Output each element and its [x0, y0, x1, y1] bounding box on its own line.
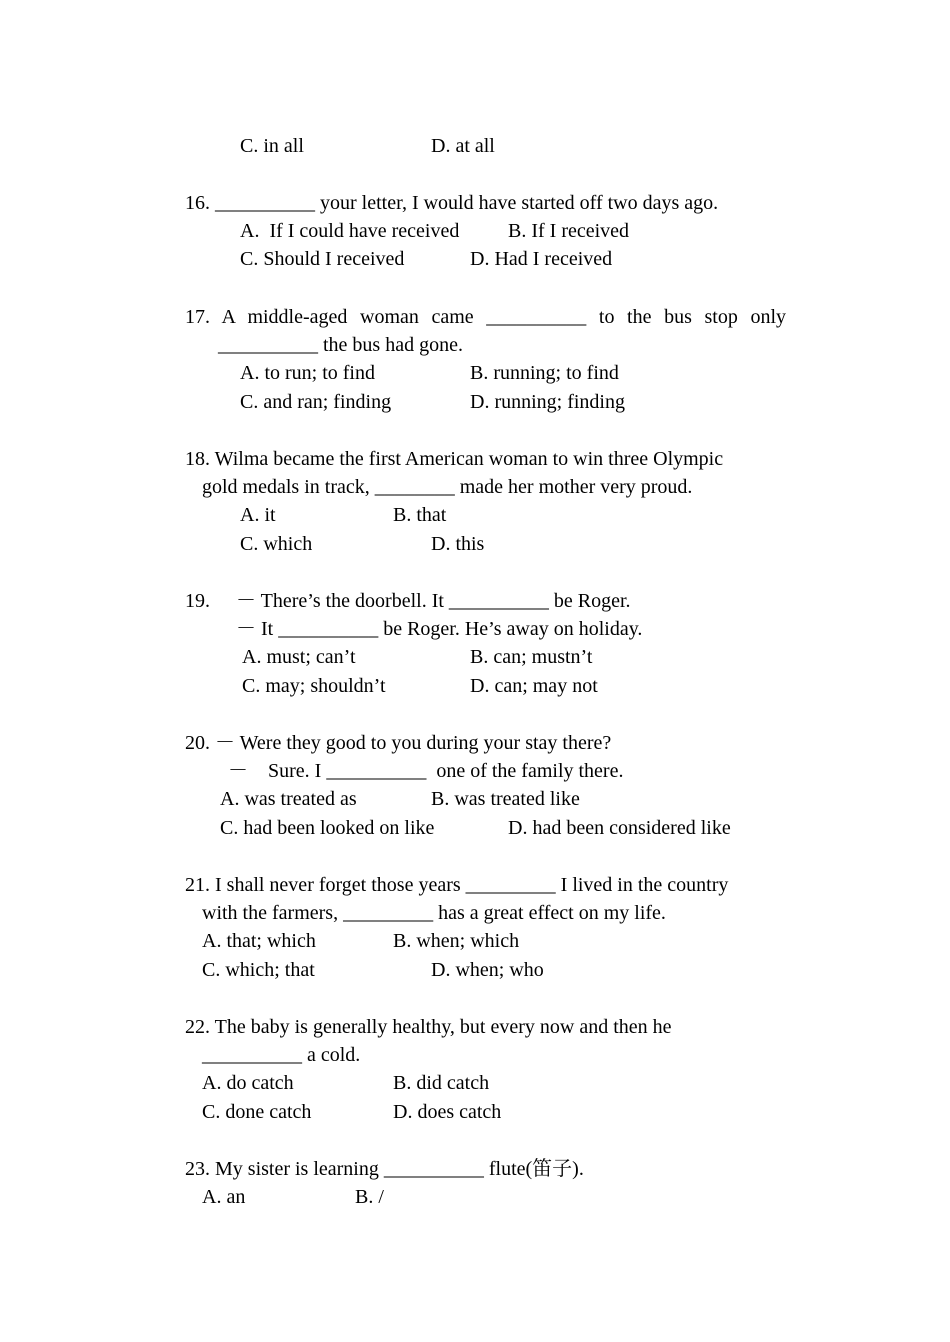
q16-option-c: C. Should I received	[240, 248, 405, 270]
q20-option-b: B. was treated like	[431, 788, 580, 810]
q17-option-c: C. and ran; finding	[240, 391, 392, 413]
q16-option-d: D. Had I received	[470, 248, 613, 270]
q21-option-d: D. when; who	[431, 959, 544, 981]
q20-dialogue-line1: 20. － Were they good to you during your stay there?	[185, 732, 612, 754]
q18-stem-line2: gold medals in track, ________ made her mother very proud.	[202, 476, 693, 498]
q18-option-c: C. which	[240, 533, 313, 555]
q20-dash: －	[228, 760, 248, 782]
q17-option-d: D. running; finding	[470, 391, 625, 413]
q17-stem-line1: 17. A middle-aged woman came __________ to the bus stop only	[185, 306, 786, 328]
q23-option-a: A. an	[202, 1186, 246, 1208]
q22-option-a: A. do catch	[202, 1072, 294, 1094]
q19-option-c: C. may; shouldn’t	[242, 675, 386, 697]
q22-option-c: C. done catch	[202, 1101, 312, 1123]
q17-stem-line2: __________ the bus had gone.	[218, 334, 463, 356]
q18-stem-line1: 18. Wilma became the first American woman to win three Olympic	[185, 448, 724, 470]
q21-option-b: B. when; which	[393, 930, 520, 952]
q17-option-b: B. running; to find	[470, 362, 619, 384]
q19-dialogue-line1: － There’s the doorbell. It __________ be Roger.	[236, 590, 631, 612]
q22-option-d: D. does catch	[393, 1101, 502, 1123]
q19-option-b: B. can; mustn’t	[470, 646, 593, 668]
q19-dialogue-line2: － It __________ be Roger. He’s away on holiday.	[236, 618, 643, 640]
q22-stem-line2: __________ a cold.	[202, 1044, 361, 1066]
q19-option-a: A. must; can’t	[242, 646, 356, 668]
q15-option-d: D. at all	[431, 135, 495, 157]
q17-option-a: A. to run; to find	[240, 362, 375, 384]
q22-option-b: B. did catch	[393, 1072, 490, 1094]
q21-stem-line1: 21. I shall never forget those years _________ I lived in the country	[185, 874, 729, 896]
q20-option-a: A. was treated as	[220, 788, 357, 810]
q19-option-d: D. can; may not	[470, 675, 598, 697]
q22-stem-line1: 22. The baby is generally healthy, but every now and then he	[185, 1016, 672, 1038]
q21-option-a: A. that; which	[202, 930, 316, 952]
q18-option-a: A. it	[240, 504, 276, 526]
q20-option-d: D. had been considered like	[508, 817, 731, 839]
q23-option-b: B. /	[355, 1186, 384, 1208]
q16-option-b: B. If I received	[508, 220, 630, 242]
q18-option-d: D. this	[431, 533, 485, 555]
q16-option-a: A. If I could have received	[240, 220, 460, 242]
q19-number: 19.	[185, 590, 210, 612]
q21-stem-line2: with the farmers, _________ has a great effect on my life.	[202, 902, 666, 924]
q20-dialogue-line2: Sure. I __________ one of the family there.	[268, 760, 624, 782]
q20-option-c: C. had been looked on like	[220, 817, 435, 839]
q18-option-b: B. that	[393, 504, 447, 526]
q21-option-c: C. which; that	[202, 959, 315, 981]
q15-option-c: C. in all	[240, 135, 304, 157]
q23-stem: 23. My sister is learning __________ flute(笛子).	[185, 1158, 584, 1180]
q16-stem: 16. __________ your letter, I would have started off two days ago.	[185, 192, 719, 214]
